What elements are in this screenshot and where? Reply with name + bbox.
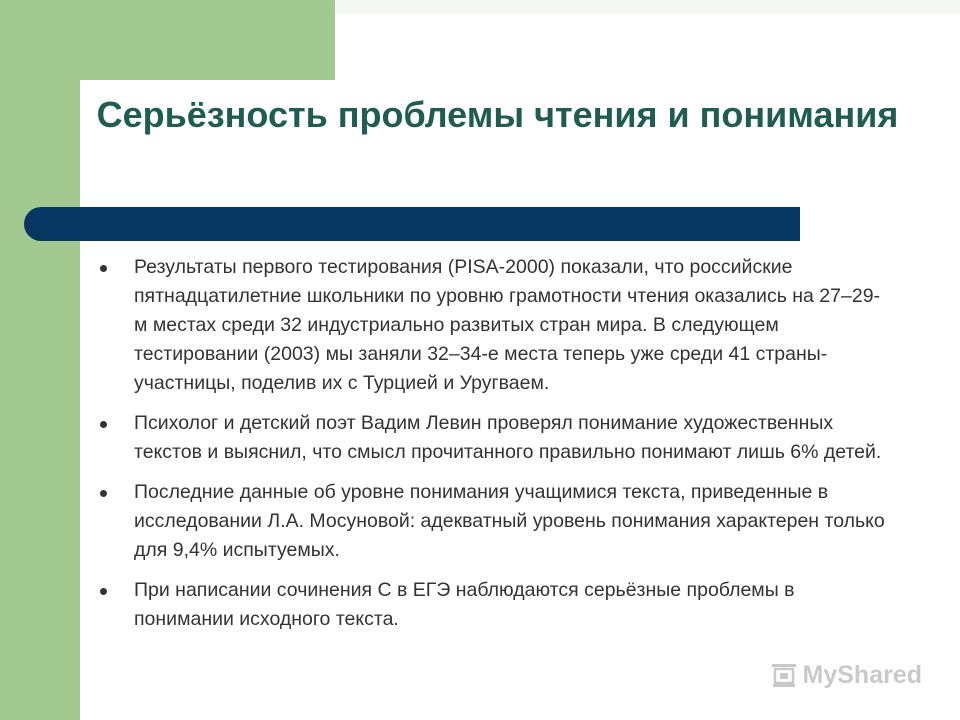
bullet-text: Результаты первого тестирования (PISA-2000) показали, что российские пятнадцатилетние школьники по уровню грамотности чтения оказались на 27–29-м местах среди 32 индустриально развитых стран мира. В следующем тестировании (2003) мы заняли 32–34-е места теперь уже среди 41 страны-участницы, поделив их с Турцией и Уругваем. — [134, 256, 881, 394]
watermark-text: MyShared — [802, 660, 922, 689]
top-strip — [335, 0, 960, 14]
bullet-dot-icon — [100, 490, 107, 497]
watermark — [769, 660, 922, 690]
bullet-text: Психолог и детский поэт Вадим Левин проверял понимание художественных текстов и выяснил, что смысл прочитанного правильно понимают лишь 6% детей. — [134, 412, 882, 463]
bullet-dot-icon — [100, 265, 107, 272]
left-green-band — [0, 0, 80, 720]
bullet-item — [100, 409, 890, 467]
bullet-dot-icon — [100, 588, 107, 595]
top-green-corner — [0, 0, 335, 80]
mortarboard-icon — [769, 660, 799, 690]
bullet-text: Последние данные об уровне понимания учащимися текста, приведенные в исследовании Л.А. Мосуновой: адекватный уровень понимания характерен только для 9,4% испытуемых. — [134, 481, 885, 561]
bullet-text: При написании сочинения С в ЕГЭ наблюдаются серьёзные проблемы в понимании исходного текста. — [134, 579, 795, 630]
bullet-item — [100, 576, 890, 634]
bullet-dot-icon — [100, 421, 107, 428]
bullet-item — [100, 478, 890, 565]
title-divider-bar — [24, 207, 800, 241]
slide-title: Серьёзность проблемы чтения и понимания — [96, 94, 899, 135]
bullet-item — [100, 253, 890, 398]
bullet-list — [100, 253, 890, 645]
